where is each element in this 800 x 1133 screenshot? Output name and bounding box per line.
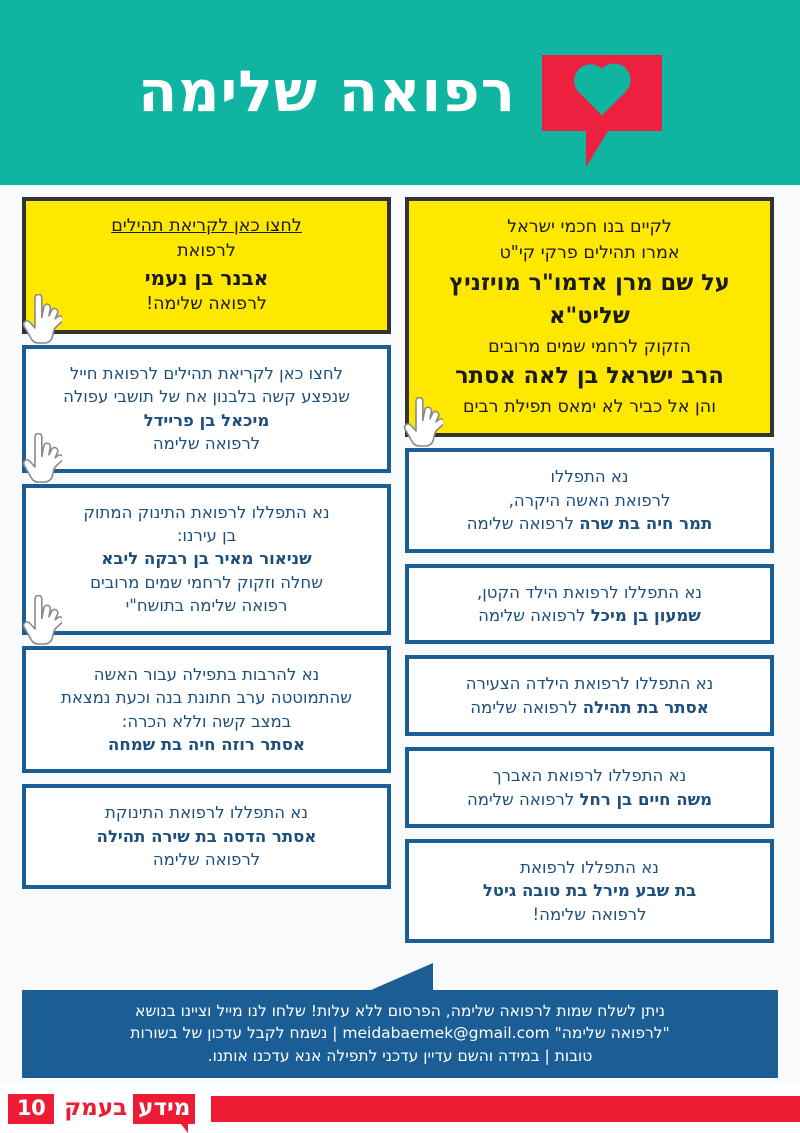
- right-column: [22, 197, 391, 889]
- person-name: שניאור מאיר בן רבקה ליבא: [101, 549, 312, 569]
- bubble-tail: [586, 131, 608, 167]
- card-text-line: נא התפללו לרפואת הילד הקטן,: [477, 582, 702, 602]
- person-name: הרב ישראל בן לאה אסתר: [455, 363, 724, 390]
- card-text-line: הזקוק לרחמי שמים מרובים: [488, 337, 691, 357]
- card-text-line: נא התפללו: [550, 467, 629, 487]
- blessing-text: לרפואה שלימה: [466, 789, 580, 809]
- card-text-line: נא התפללו לרפואת הילדה הצעירה: [465, 674, 714, 694]
- person-name-line: [425, 604, 754, 627]
- prayer-request-card[interactable]: [22, 646, 391, 774]
- card-text-line: שנפצע קשה בלבנון אח של תושבי עפולה: [63, 387, 350, 407]
- person-name: אסתר רוזה חיה בת שמחה: [108, 734, 305, 754]
- red-rule: [211, 1096, 800, 1122]
- card-text-line: והן אל כביר לא ימאס תפילת רבים: [463, 397, 716, 417]
- person-name: תמר חיה בת שרה: [579, 514, 713, 534]
- psalms-link-text[interactable]: לחצו כאן לקריאת תהילים: [111, 216, 302, 236]
- prayer-request-card[interactable]: [405, 839, 774, 943]
- card-text-line: אמרו תהילים פרקי קי"ט: [499, 243, 680, 264]
- prayer-request-card[interactable]: [405, 655, 774, 736]
- bubble-shape: [542, 55, 662, 131]
- card-text-line: רפואה שלימה בתושח"י: [125, 596, 288, 616]
- prayer-request-card[interactable]: [405, 448, 774, 552]
- person-name: על שם מרן אדמו"ר מויזניץ שליט"א: [449, 269, 730, 330]
- left-column: [405, 197, 774, 943]
- submission-info-banner: [22, 990, 778, 1078]
- footer-subject-text: "לרפואה שלימה": [549, 1024, 670, 1043]
- prayer-request-card[interactable]: [22, 345, 391, 473]
- person-name-line: [425, 788, 754, 811]
- brand-logo: [0, 1094, 211, 1124]
- card-text-line: נא התפללו לרפואת התינוקת: [105, 803, 308, 823]
- footer-line-3: טובות | במידה והשם עדיין עדכני לתפילה אנא עדכנו אותנו.: [207, 1046, 593, 1065]
- prayer-request-card[interactable]: [22, 784, 391, 888]
- brand-boxed-word: מידע: [133, 1094, 195, 1124]
- brand-text: [64, 1094, 195, 1124]
- card-text-line: לרפואה שלימה: [152, 850, 261, 870]
- card-text-line: לחצו כאן לקריאת תהילים לרפואת חייל: [69, 363, 344, 383]
- footer-banner-tail: [371, 963, 433, 990]
- card-text-line: לרפואה שלימה!: [532, 904, 647, 924]
- brand-plain-word: בעמק: [64, 1095, 128, 1121]
- prayer-request-card[interactable]: [22, 197, 391, 334]
- bottom-brand-bar: [0, 1085, 800, 1132]
- footer-banner-wrap: [22, 990, 778, 1078]
- prayer-request-card[interactable]: [405, 747, 774, 828]
- prayer-request-card[interactable]: [405, 564, 774, 645]
- footer-line-1: ניתן לשלח שמות לרפואה שלימה, הפרסום ללא עלות! שלחו לנו מייל וציינו בנושא: [134, 1001, 666, 1020]
- person-name-line: [425, 696, 754, 719]
- prayer-request-card[interactable]: [405, 197, 774, 437]
- person-name: משה חיים בן רחל: [579, 789, 713, 809]
- card-text-line: לרפואה שלימה: [152, 434, 261, 454]
- person-name: אבנר בן נעמי: [144, 265, 269, 290]
- card-text-line: נא התפללו לרפואת התינוק המתוק: [83, 502, 330, 522]
- page-header: [0, 0, 800, 185]
- card-text-line: בן עירנו:: [176, 526, 237, 546]
- page-title: רפואה שלימה: [138, 59, 516, 125]
- channel-badge: 10: [8, 1094, 54, 1124]
- person-name: אסתר בת תהילה: [582, 697, 709, 717]
- blessing-text: לרפואה שלימה: [470, 697, 583, 717]
- footer-line-2: [36, 1022, 764, 1044]
- card-text-line: נא התפללו לרפואת האברך: [492, 766, 687, 786]
- prayer-request-card[interactable]: [22, 484, 391, 635]
- person-name: שמעון בן מיכל: [590, 605, 701, 625]
- card-text-line: לרפואה שלימה!: [146, 294, 267, 315]
- footer-update-text: | נשמח לקבל עדכון של בשורות: [130, 1024, 343, 1043]
- card-text-line: נא התפללו לרפואת: [520, 858, 659, 878]
- card-text-line: נא להרבות בתפילה עבור האשה: [93, 664, 320, 684]
- card-text-line: שחלה וזקוק לרחמי שמים מרובים: [90, 572, 323, 592]
- card-text-line: לקיים בנו חכמי ישראל: [507, 217, 672, 237]
- speech-bubble-heart-icon: [542, 55, 662, 131]
- card-text-line: לרפואת האשה היקרה,: [508, 490, 671, 510]
- main-content: [0, 185, 800, 943]
- blessing-text: לרפואה שלימה: [478, 605, 591, 625]
- card-text-line: לרפואת: [177, 240, 236, 261]
- card-text-line: במצב קשה וללא הכרה:: [121, 711, 292, 731]
- contact-email[interactable]: meidabaemek@gmail.com: [342, 1024, 550, 1043]
- person-name: אסתר הדסה בת שירה תהילה: [96, 826, 317, 846]
- blessing-text: לרפואה שלימה: [466, 514, 580, 534]
- person-name: מיכאל בן פריידל: [143, 410, 270, 430]
- card-text-line: שהתמוטטה ערב חתונת בנה וכעת נמצאת: [61, 688, 352, 708]
- person-name: בת שבע מירל בת טובה גיטל: [482, 881, 697, 901]
- person-name-line: [425, 512, 754, 535]
- heart-icon: [579, 68, 626, 115]
